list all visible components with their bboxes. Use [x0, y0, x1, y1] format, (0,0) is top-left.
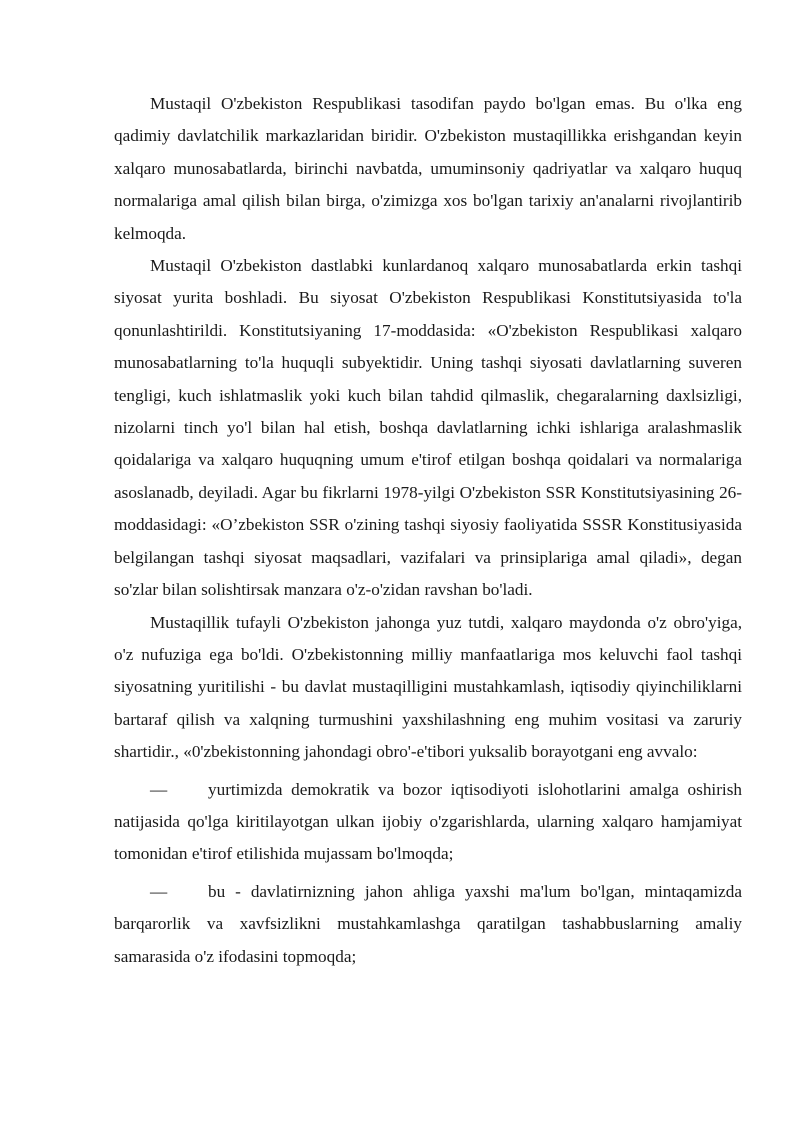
document-page: [114, 88, 742, 973]
list-item-text: bu - davlatirnizning jahon ahliga yaxshi ma'lum bo'lgan, mintaqamizda barqarorlik va xavfsizlikni mustahkamlashga qaratilgan tashabbuslarning amaliy samarasida o'z ifodasini topmoqda;: [114, 881, 742, 966]
list-item-text: yurtimizda demokratik va bozor iqtisodiyoti islohotlarini amalga oshirish natijasida qo'lga kiritilayotgan ulkan ijobiy o'zgarishlarda, ularning xalqaro hamjamiyat tomonidan e'tirof etilishida mujassam bo'lmoqda;: [114, 779, 742, 864]
list-bullet: —: [150, 779, 168, 799]
paragraph-1: Mustaqil O'zbekiston Respublikasi tasodifan paydo bo'lgan emas. Bu o'lka eng qadimiy davlatchilik markazlaridan biridir. O'zbekiston mustaqillikka erishgandan keyin xalqaro munosabatlarda, birinchi navbatda, umuminsoniy qadriyatlar va xalqaro huquq normalariga amal qilish bilan birga, o'zimizga xos bo'lgan tarixiy an'analarni rivojlantirib kelmoqda.: [114, 94, 742, 243]
paragraph-2: Mustaqil O'zbekiston dastlabki kunlardanoq xalqaro munosabatlarda erkin tashqi siyosat yurita boshladi. Bu siyosat O'zbekiston Respublikasi Konstitutsiyasida to'la qonunlashtirildi. Konstitutsiyaning 17-moddasida: «O'zbekiston Respublikasi xalqaro munosabatlarning to'la huquqli subyektidir. Uning tashqi siyosati davlatlarning suveren tengligi, kuch ishlatmaslik yoki kuch bilan tahdid qilmaslik, chegaralarning daxlsizligi, nizolarni tinch yo'l bilan hal etish, boshqa davlatlarning ichki ishlariga aralashmaslik qoidalariga va xalqaro huquqning umum e'tirof etilgan boshqa qoidalari va normalariga asoslanadb, deyiladi. Agar bu fikrlarni 1978-yilgi O'zbekiston SSR Konstitutsiyasining 26-moddasidagi: «O’zbekiston SSR o'zining tashqi siyosiy faoliyatida SSSR Konstitusiyasida belgilangan tashqi siyosat maqsadlari, vazifalari va prinsiplariga amal qiladi», degan so'zlar bilan solishtirsak manzara o'z-o'zidan ravshan bo'ladi.: [114, 256, 742, 600]
list-bullet: —: [150, 881, 168, 901]
paragraph-3: Mustaqillik tufayli O'zbekiston jahonga yuz tutdi, xalqaro maydonda o'z obro'yiga, o'z nufuziga ega bo'ldi. O'zbekistonning milliy manfaatlariga mos keluvchi faol tashqi siyosatning yuritilishi - bu davlat mustaqilligini mustahkamlash, iqtisodiy qiyinchiliklarni bartaraf qilish va xalqning turmushini yaxshilashning eng muhim vositasi va zaruriy shartidir., «0'zbekistonning jahondagi obro'-e'tibori yuksalib borayotgani eng avvalo:: [114, 612, 742, 762]
list-item: [114, 876, 742, 973]
list-item: [114, 774, 742, 871]
